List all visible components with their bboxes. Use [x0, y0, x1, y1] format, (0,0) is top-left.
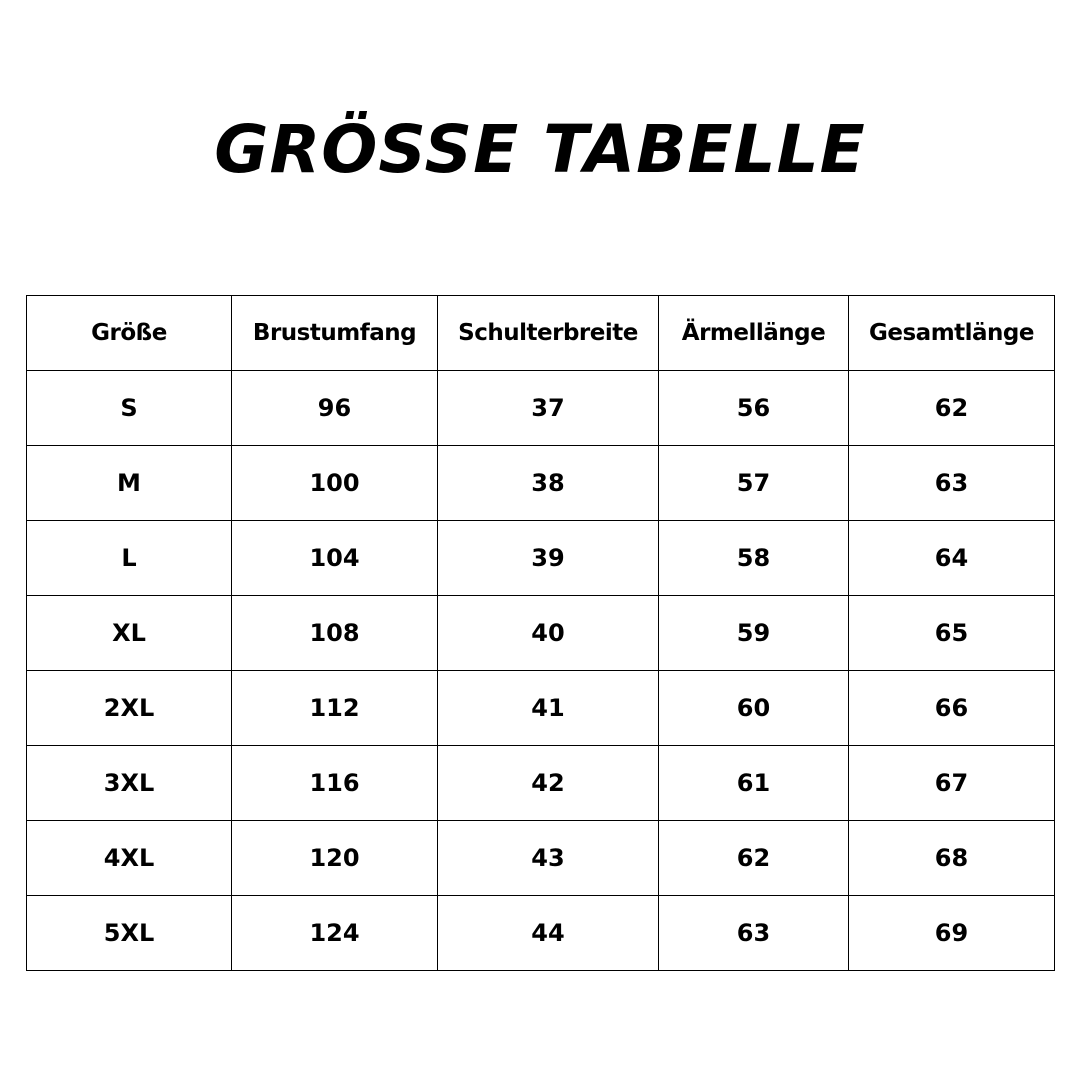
- table-cell: 2XL: [27, 671, 232, 746]
- table-cell: 104: [232, 521, 438, 596]
- table-cell: 39: [438, 521, 659, 596]
- table-cell: 40: [438, 596, 659, 671]
- table-cell: 69: [849, 896, 1055, 971]
- table-cell: 108: [232, 596, 438, 671]
- table-cell: 112: [232, 671, 438, 746]
- table-cell: 41: [438, 671, 659, 746]
- table-cell: 37: [438, 371, 659, 446]
- table-cell: 58: [659, 521, 849, 596]
- table-cell: 68: [849, 821, 1055, 896]
- table-row: [27, 896, 1055, 971]
- table-cell: L: [27, 521, 232, 596]
- table-cell: 61: [659, 746, 849, 821]
- table-cell: 65: [849, 596, 1055, 671]
- table-cell: 66: [849, 671, 1055, 746]
- table-cell: 42: [438, 746, 659, 821]
- header-groesse: Größe: [27, 296, 232, 371]
- table-cell: 43: [438, 821, 659, 896]
- table-cell: 3XL: [27, 746, 232, 821]
- table-cell: 100: [232, 446, 438, 521]
- size-table: [26, 295, 1055, 971]
- table-cell: 120: [232, 821, 438, 896]
- table-cell: 44: [438, 896, 659, 971]
- table-cell: 63: [659, 896, 849, 971]
- table-header-row: [27, 296, 1055, 371]
- page-title: GRÖSSE TABELLE: [214, 111, 866, 188]
- table-row: [27, 671, 1055, 746]
- header-brustumfang: Brustumfang: [232, 296, 438, 371]
- table-row: [27, 371, 1055, 446]
- table-cell: 124: [232, 896, 438, 971]
- table-cell: 62: [659, 821, 849, 896]
- table-cell: 57: [659, 446, 849, 521]
- table-cell: 60: [659, 671, 849, 746]
- table-cell: 64: [849, 521, 1055, 596]
- table-cell: 4XL: [27, 821, 232, 896]
- header-schulterbreite: Schulterbreite: [438, 296, 659, 371]
- table-cell: 5XL: [27, 896, 232, 971]
- table-cell: 96: [232, 371, 438, 446]
- table-row: [27, 446, 1055, 521]
- table-cell: 56: [659, 371, 849, 446]
- table-cell: 67: [849, 746, 1055, 821]
- table-row: [27, 596, 1055, 671]
- header-aermellaenge: Ärmellänge: [659, 296, 849, 371]
- table-cell: 62: [849, 371, 1055, 446]
- table-cell: S: [27, 371, 232, 446]
- table-cell: 116: [232, 746, 438, 821]
- table-cell: XL: [27, 596, 232, 671]
- table-row: [27, 521, 1055, 596]
- table-row: [27, 746, 1055, 821]
- table-cell: 38: [438, 446, 659, 521]
- header-gesamtlaenge: Gesamtlänge: [849, 296, 1055, 371]
- table-cell: 63: [849, 446, 1055, 521]
- table-cell: M: [27, 446, 232, 521]
- table-cell: 59: [659, 596, 849, 671]
- table-row: [27, 821, 1055, 896]
